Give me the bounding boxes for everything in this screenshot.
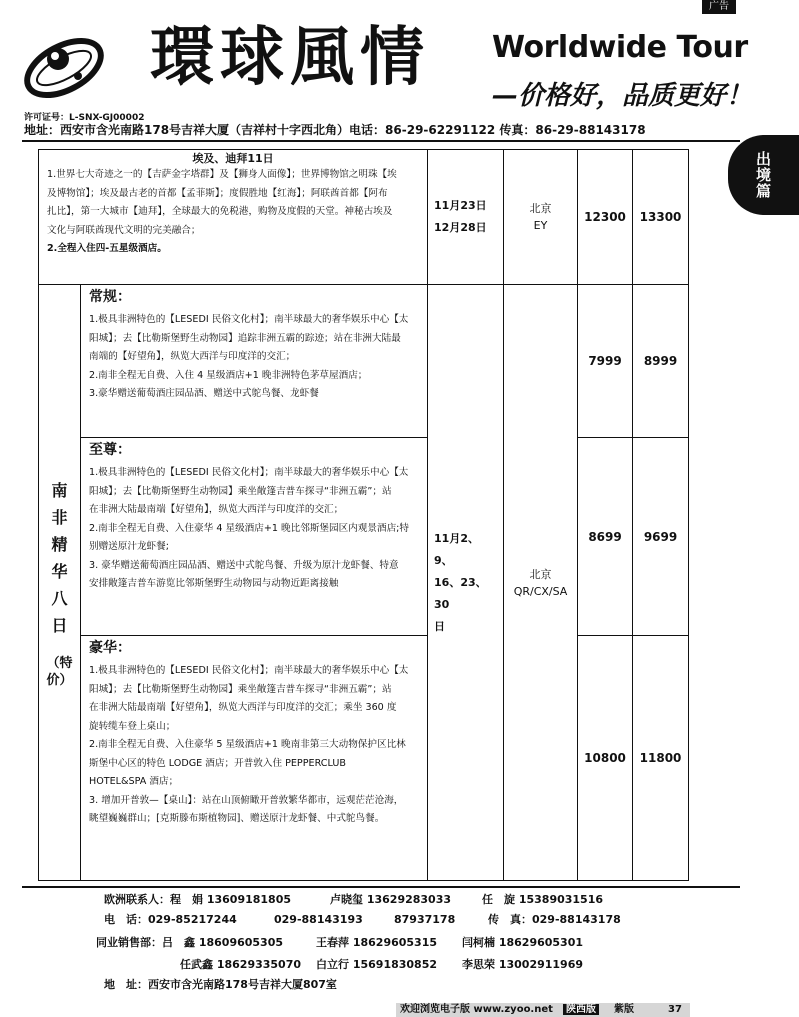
- phone-entry: 电 话：029-85217244: [104, 913, 237, 926]
- table-row: [39, 636, 689, 881]
- route-line: 及博物馆】；埃及最古老的首都【孟菲斯】；度假胜地【红海】；阿联酋首都【阿布: [47, 187, 388, 199]
- tier-line: 眺望巍巍群山；[克斯滕布斯植物园]、赠送原汁龙虾餐、中式鸵鸟餐。: [89, 813, 385, 824]
- fax-entry: 传 真：029-88143178: [488, 913, 621, 926]
- edition-badge: [563, 1003, 599, 1017]
- contact-entry: 卢晓玺 13629283033: [330, 893, 452, 906]
- contact-entry: 闫柯楠 18629605301: [462, 936, 584, 949]
- footer-site: 欢迎浏览电子版 www.zyoo.net: [400, 1004, 553, 1015]
- city-name: 北京: [529, 202, 552, 215]
- tier-line: 1.极具非洲特色的【LESEDI 民俗文化村】；南半球最大的奢华娱乐中心【太: [89, 665, 409, 676]
- date-line: 11月23日: [434, 199, 487, 212]
- contact-entry: 白立行 15691830852: [316, 958, 438, 971]
- route-name-char: 日: [51, 615, 68, 635]
- tier-line: 别赠送原汁龙虾餐;: [89, 541, 169, 552]
- price-primary: 12300: [578, 150, 633, 285]
- date-line: 日: [434, 619, 446, 633]
- price-secondary: 13300: [633, 150, 689, 285]
- airline-code: EY: [533, 219, 548, 232]
- airline-code: QR/CX/SA: [513, 584, 568, 598]
- table-row: [39, 150, 689, 285]
- date-line: 12月28日: [434, 221, 487, 234]
- route-name-char: 南: [51, 480, 68, 500]
- tier-line: 阳城】；去【比勒斯堡野生动物园】乘坐敞篷吉普车探寻“非洲五霸”；站: [89, 683, 392, 695]
- table-row: [39, 438, 689, 636]
- route-title: 埃及、迪拜11日: [192, 152, 274, 165]
- side-tab-char: 出: [755, 150, 771, 168]
- egypt-route-cell: [39, 150, 428, 285]
- date-line: 11月2、9、: [434, 531, 479, 567]
- edition-label: 陕西版: [563, 1004, 599, 1015]
- tour-price-table: [38, 149, 689, 881]
- contact-entry: 任武鑫 18629335070: [180, 958, 302, 971]
- globe-logo-icon: [20, 28, 108, 108]
- price-secondary: 11800: [633, 636, 689, 881]
- departure-dates: [428, 150, 504, 285]
- city-name: 北京: [529, 567, 552, 581]
- tier-standard-cell: [81, 285, 428, 438]
- tier-premium-cell: [81, 438, 428, 636]
- tier-line: 2.南非全程无自费、入住 4 星级酒店+1 晚非洲特色茅草屋酒店；: [89, 369, 368, 381]
- ad-label: 广告: [702, 0, 736, 14]
- brand-title: 環球風情: [150, 20, 430, 95]
- departure-dates: [428, 285, 504, 881]
- route-name-char: 精: [51, 534, 68, 554]
- special-price-label: （特价）: [46, 655, 73, 688]
- section-tab-outbound: [728, 135, 799, 215]
- contact-entry: 李思荣 13002911969: [462, 958, 584, 971]
- route-name-char: 非: [51, 507, 68, 527]
- route-line: 扎比】，第一大城市【迪拜】，全球最大的免税港，购物及度假的天堂。神秘古埃及: [47, 206, 393, 217]
- tier-line: 斯堡中心区的特色 LODGE 酒店；开普敦入住 PEPPERCLUB: [89, 757, 346, 769]
- departure-city: [504, 150, 578, 285]
- header-address: 地址：西安市含光南路178号吉祥大厦（吉祥村十字西北角）电话：86-29-62291122 传真：86-29-88143178: [24, 123, 646, 137]
- tier-line: 阳城】；去【比勒斯堡野生动物园】乘坐敞篷吉普车探寻“非洲五霸”；站: [89, 485, 392, 497]
- slogan: —价格好，品质更好！: [492, 81, 753, 111]
- departure-city: [504, 285, 578, 881]
- tier-line: 在非洲大陆最南端【好望角】，纵览大西洋与印度洋的交汇；乘坐 360 度: [89, 702, 397, 713]
- contact-entry: 同业销售部：吕 鑫 18609605305: [96, 936, 284, 949]
- tier-line: 1.极具非洲特色的【LESEDI 民俗文化村】；南半球最大的奢华娱乐中心【太: [89, 314, 409, 325]
- tier-luxury-cell: [81, 636, 428, 881]
- tier-name: 豪华：: [89, 640, 131, 656]
- side-tab-char: 境: [755, 166, 771, 184]
- price-secondary: 9699: [633, 438, 689, 636]
- table-row: [39, 285, 689, 438]
- brand-english: Worldwide Tour: [492, 30, 748, 65]
- tier-line: 在非洲大陆最南端【好望角】，纵览大西洋与印度洋的交汇；: [89, 504, 344, 515]
- price-primary: 10800: [578, 636, 633, 881]
- tier-name: 至尊：: [89, 442, 131, 458]
- contact-entry: 欧洲联系人：程 娟 13609181805: [104, 893, 292, 906]
- tier-line: 阳城】；去【比勒斯堡野生动物园】追踪非洲五霸的踪迹；站在非洲大陆最: [89, 332, 401, 344]
- date-line: 16、23、30: [434, 575, 487, 611]
- price-primary: 7999: [578, 285, 633, 438]
- address-entry: 地 址：西安市含光南路178号吉祥大厦807室: [104, 978, 337, 991]
- phone-entry: 87937178: [394, 913, 456, 926]
- tier-line: 3. 增加开普敦—【桌山】：站在山顶俯瞰开普敦繁华都市，远观茫茫沧海，: [89, 794, 404, 806]
- route-name-char: 八: [51, 588, 68, 608]
- contacts-divider: [22, 886, 740, 888]
- header-divider: [22, 140, 740, 142]
- tier-line: 2.南非全程无自费、入住豪华 4 星级酒店+1 晚比邻斯堡园区内观景酒店;特: [89, 522, 409, 534]
- tier-line: 1.极具非洲特色的【LESEDI 民俗文化村】；南半球最大的奢华娱乐中心【太: [89, 467, 409, 478]
- side-tab-char: 篇: [755, 182, 771, 200]
- route-line: 2.全程入住四-五星级酒店。: [47, 243, 167, 254]
- tier-line: 安排敞篷吉普车游览比邻斯堡野生动物园与动物近距离接触: [89, 578, 339, 589]
- tier-line: HOTEL&SPA 酒店；: [89, 776, 179, 787]
- south-africa-route-name: [39, 285, 81, 881]
- route-name-char: 华: [51, 561, 68, 581]
- tier-line: 3. 豪华赠送葡萄酒庄园品酒、赠送中式鸵鸟餐、升级为原汁龙虾餐、特意: [89, 559, 399, 571]
- tier-name: 常规：: [89, 289, 131, 305]
- price-primary: 8699: [578, 438, 633, 636]
- contact-entry: 王春萍 18629605315: [316, 936, 438, 949]
- route-line: 1.世界七大奇迹之一的【吉萨金字塔群】及【狮身人面像】；世界博物馆之明珠【埃: [47, 169, 397, 180]
- color-edition: 紫版: [614, 1004, 634, 1015]
- license-number: 许可证号：L-SNX-GJ00002: [24, 113, 145, 123]
- route-line: 文化与阿联酋现代文明的完美融合；: [47, 224, 201, 236]
- tier-line: 3.豪华赠送葡萄酒庄园品酒、赠送中式鸵鸟餐、龙虾餐: [89, 388, 319, 399]
- tier-line: 旋转缆车登上桌山；: [89, 720, 176, 732]
- phone-entry: 029-88143193: [274, 913, 363, 926]
- contact-entry: 任 旋 15389031516: [482, 893, 604, 906]
- price-secondary: 8999: [633, 285, 689, 438]
- tier-line: 南端的【好望角】，纵览大西洋与印度洋的交汇；: [89, 351, 296, 362]
- page-number: 37: [668, 1004, 682, 1015]
- tier-line: 2.南非全程无自费、入住豪华 5 星级酒店+1 晚南非第三大动物保护区比林: [89, 739, 406, 750]
